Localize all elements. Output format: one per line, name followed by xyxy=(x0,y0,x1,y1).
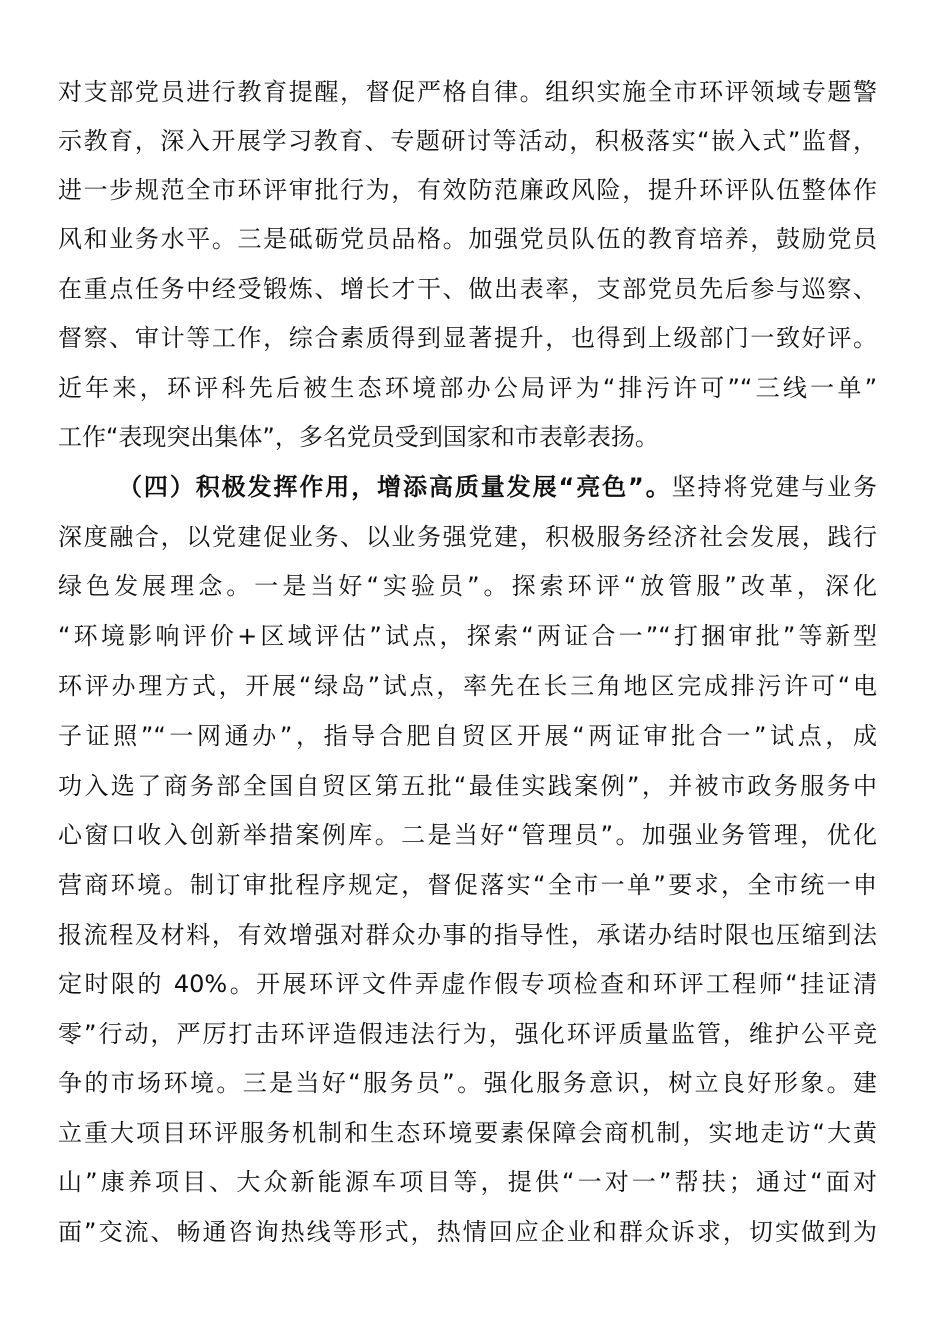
paragraph-line: 零”行动，严厉打击环评造假违法行为，强化环评质量监管，维护公平竞 xyxy=(58,1020,877,1048)
paragraph-line: 在重点任务中经受锻炼、增长才干、做出表率，支部党员先后参与巡察、 xyxy=(58,275,877,303)
section-text: 坚持将党建与业务 xyxy=(671,473,878,501)
section-first-line xyxy=(118,472,877,502)
paragraph-line: 示教育，深入开展学习教育、专题研讨等活动，积极落实“嵌入式”监督， xyxy=(58,127,877,155)
paragraph-line: 功入选了商务部全国自贸区第五批“最佳实践案例”，并被市政务服务中 xyxy=(58,772,877,800)
paragraph-line: 进一步规范全市环评审批行为，有效防范廉政风险，提升环评队伍整体作 xyxy=(58,176,877,204)
paragraph-line: 深度融合，以党建促业务、以业务强党建，积极服务经济社会发展，践行 xyxy=(58,523,877,551)
paragraph-line: 工作“表现突出集体”，多名党员受到国家和市表彰表扬。 xyxy=(58,423,659,451)
paragraph-line: 环评办理方式，开展“绿岛”试点，率先在长三角地区完成排污许可“电 xyxy=(58,672,877,700)
paragraph-line: 报流程及材料，有效增强对群众办事的指导性，承诺办结时限也压缩到法 xyxy=(58,921,877,949)
paragraph-line: 面”交流、畅通咨询热线等形式，热情回应企业和群众诉求，切实做到为 xyxy=(58,1218,877,1246)
paragraph-line: 争的市场环境。三是当好“服务员”。强化服务意识，树立良好形象。建 xyxy=(58,1069,877,1097)
paragraph-line: 子证照”“一网通办”，指导合肥自贸区开展“两证审批合一”试点，成 xyxy=(58,722,877,750)
paragraph-line: “环境影响评价+区域评估”试点，探索“两证合一”“打捆审批”等新型 xyxy=(58,622,877,650)
paragraph-line: 对支部党员进行教育提醒，督促严格自律。组织实施全市环评领域专题警 xyxy=(58,78,877,106)
paragraph-line: 心窗口收入创新举措案例库。二是当好“管理员”。加强业务管理，优化 xyxy=(58,821,877,849)
paragraph-line: 立重大项目环评服务机制和生态环境要素保障会商机制，实地走访“大黄 xyxy=(58,1119,877,1147)
section-heading: （四）积极发挥作用，增添高质量发展“亮色”。 xyxy=(118,473,672,501)
paragraph-line: 营商环境。制订审批程序规定，督促落实“全市一单”要求，全市统一申 xyxy=(58,871,877,899)
paragraph-line: 山”康养项目、大众新能源车项目等，提供“一对一”帮扶；通过“面对 xyxy=(58,1168,877,1196)
paragraph-line: 绿色发展理念。一是当好“实验员”。探索环评“放管服”改革，深化 xyxy=(58,572,877,600)
paragraph-line: 近年来，环评科先后被生态环境部办公局评为“排污许可”“三线一单” xyxy=(58,374,877,402)
paragraph-line: 定时限的 40%。开展环评文件弄虚作假专项检查和环评工程师“挂证清 xyxy=(58,970,877,998)
paragraph-line: 督察、审计等工作，综合素质得到显著提升，也得到上级部门一致好评。 xyxy=(58,324,877,352)
paragraph-line: 风和业务水平。三是砥砺党员品格。加强党员队伍的教育培养，鼓励党员 xyxy=(58,225,877,253)
